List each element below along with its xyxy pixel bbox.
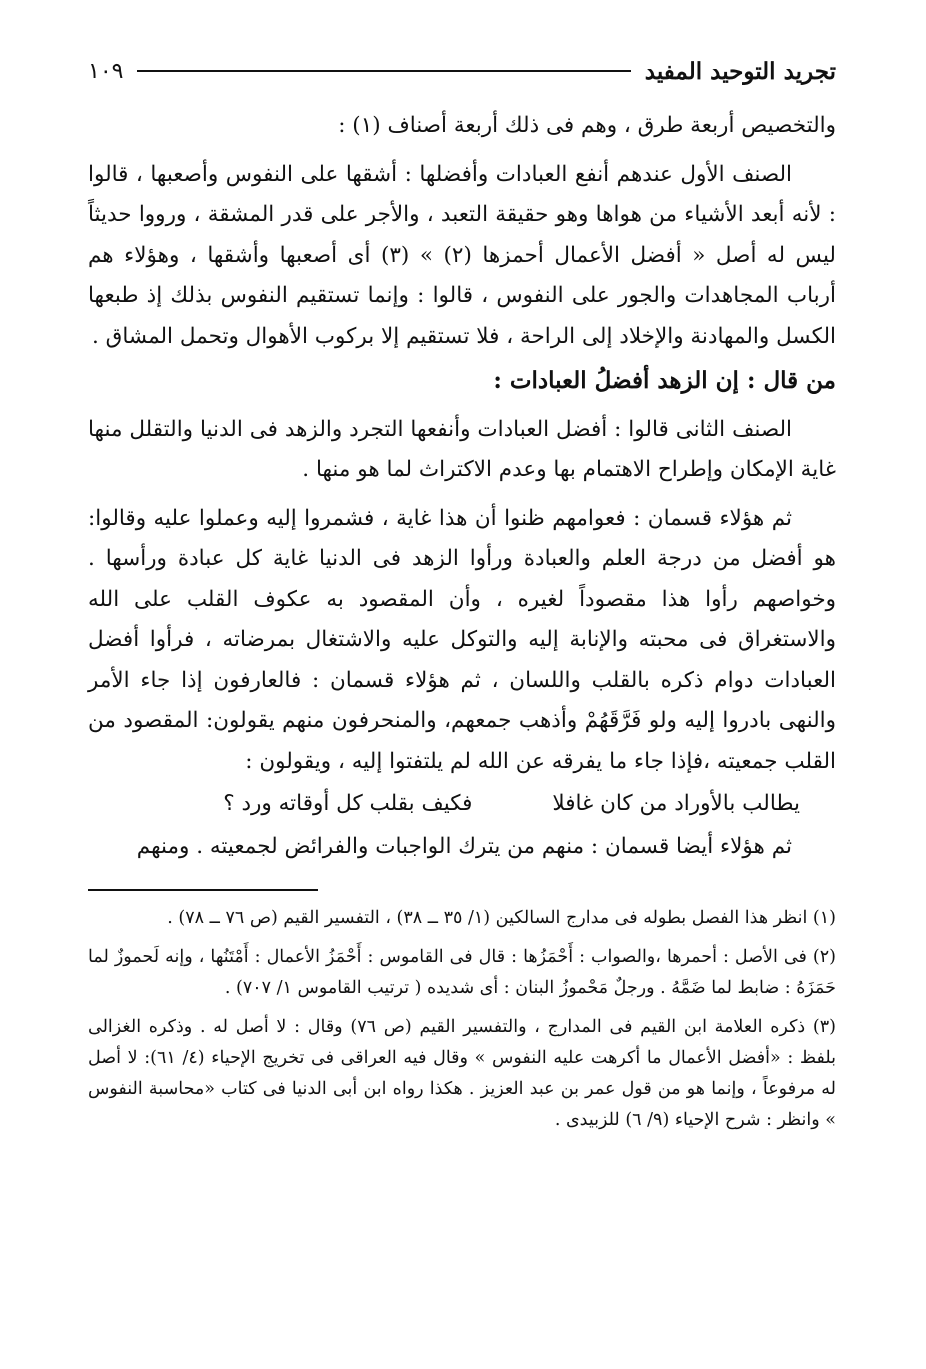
verse-second-hemistich: فكيف بقلب كل أوقاته ورد ؟ [223,791,473,816]
footnote-1: (١) انظر هذا الفصل بطوله فى مدارج السالكين (١/ ٣٥ ــ ٣٨) ، التفسير القيم (ص ٧٦ ــ ٧٨) . [167,908,836,928]
header-rule [137,70,630,72]
first-category-paragraph: الصنف الأول عندهم أنفع العبادات وأفضلها : أشقها على النفوس وأصعبها ، قالوا : لأنه أبعد الأشياء من هواها وهو حقيقة التعبد ، والأجر على قدر المشقة ، ورووا حديثاً ليس له أصل « أفضل الأعمال أحمزها (٢) » (٣) أى أصعبها وأشقها ، وهؤلاء هم أرباب المجاهدات والجور على النفوس ، قالوا : وإنما تستقيم النفوس بذلك إذ طبعها الكسل والمهادنة والإخلاد إلى الراحة ، فلا تستقيم إلا بركوب الأهوال وتحمل المشاق . [88,161,836,349]
third-paragraph: ثم هؤلاء قسمان : فعوامهم ظنوا أن هذا غاية ، فشمروا إليه وعملوا عليه وقالوا: هو أفضل من درجة العلم والعبادة ورأوا الزهد فى الدنيا غاية كل عبادة ورأسها . وخواصهم رأوا هذا مقصوداً لغيره ، وأن المقصود به عكوف القلب على الله والاستغراق فى محبته والإنابة إليه والتوكل عليه والاشتغال بمرضاته ، فرأوا أفضل العبادات دوام ذكره بالقلب واللسان ، ثم هؤلاء قسمان : فالعارفون إذا جاء الأمر والنهى بادروا إليه ولو فَرَّقَهُمْ وأذهب جمعهم، والمنحرفون منهم يقولون: المقصود من القلب جمعيته ،فإذا جاء ما يفرقه عن الله لم يلتفتوا إليه ، ويقولون : [88,505,836,774]
section-heading: من قال : إن الزهد أفضلُ العبادات : [493,367,836,394]
last-paragraph: ثم هؤلاء أيضا قسمان : منهم من يترك الواجبات والفرائض لجمعيته . ومنهم [136,833,792,859]
page-number: ١٠٩ [88,58,124,84]
footnotes [88,903,836,1136]
poem-verse [88,784,836,825]
intro-paragraph: والتخصيص أربعة طرق ، وهم فى ذلك أربعة أصناف (١) : [338,113,836,138]
running-header [88,52,836,90]
main-text [88,106,836,867]
verse-first-hemistich: يطالب بالأوراد من كان غافلا [552,791,800,816]
running-title: تجريد التوحيد المفيد [644,57,836,85]
second-category-paragraph: الصنف الثانى قالوا : أفضل العبادات وأنفعها التجرد والزهد فى الدنيا والتقلل منها غاية الإمكان وإطراح الاهتمام بها وعدم الاكتراث لما هو منها . [88,416,836,482]
footnote-3: (٣) ذكره العلامة ابن القيم فى المدارج ، والتفسير القيم (ص ٧٦) وقال : لا أصل له . وذكره الغزالى بلفظ : «أفضل الأعمال ما أكرهت عليه النفوس » وقال فيه العراقى فى تخريج الإحياء (٤/ ٦١): لا أصل له مرفوعاً ، وإنما هو من قول عمر بن عبد العزيز . هكذا رواه ابن أبى الدنيا فى كتاب «محاسبة النفوس » وانظر : شرح الإحياء (٩/ ٦) للزبيدى . [88,1017,836,1130]
footnote-2: (٢) فى الأصل : أحمرها ،والصواب : أَحْمَزُها : قال فى القاموس : أَحْمَزُ الأعمال : أَمْتَنُها ، وإنه لَحموزٌ لما حَمَزَهُ : ضابط لما ضَمَّهُ . ورجلٌ مَحْموزُ البنان : أى شديده ( ترتيب القاموس ١/ ٧٠٧) . [88,947,836,998]
footnote-separator [88,889,318,891]
